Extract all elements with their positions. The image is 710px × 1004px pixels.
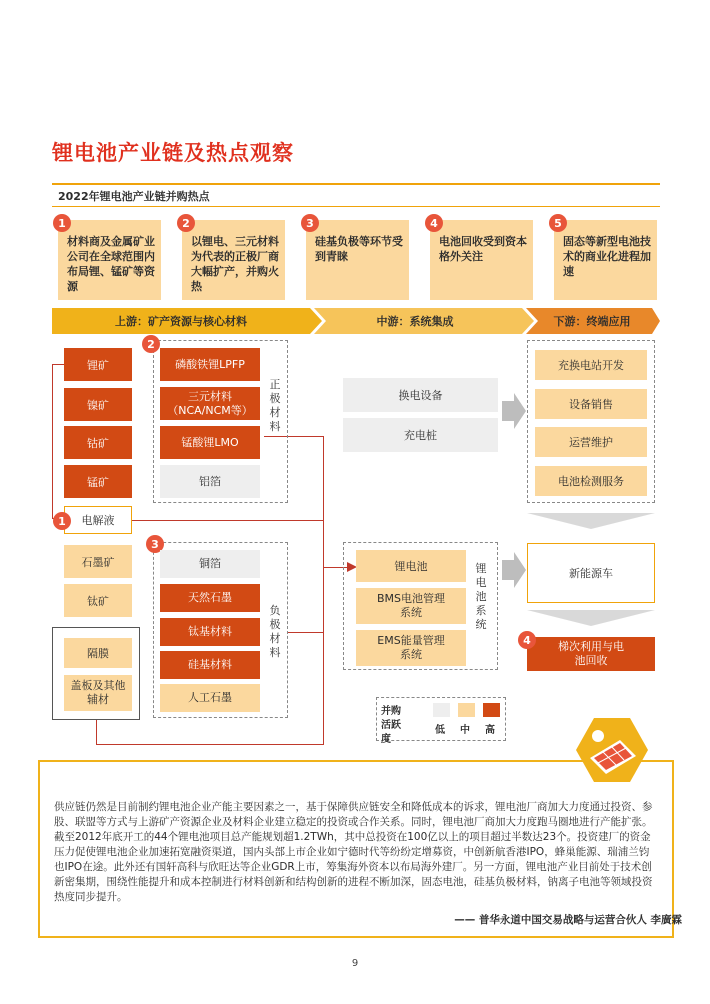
number-badge: 3 xyxy=(146,535,164,553)
banner-upstream: 上游：矿产资源与核心材料 xyxy=(115,315,247,328)
hotspot-card-1 xyxy=(58,220,161,300)
arrow-right-icon xyxy=(502,393,526,429)
arrow-down-icon xyxy=(527,513,655,529)
banner-midstream: 中游：系统集成 xyxy=(376,315,454,328)
connector-line xyxy=(288,632,324,633)
hotspot-card-5 xyxy=(554,220,657,300)
number-badge: 1 xyxy=(53,214,71,232)
cathode-ternary: 三元材料（NCA/NCM等） xyxy=(160,387,260,420)
number-badge: 4 xyxy=(425,214,443,232)
legend-low: 低 xyxy=(435,725,445,736)
legend-swatch-mid xyxy=(458,703,475,717)
legend-swatch-low xyxy=(433,703,450,717)
number-badge: 3 xyxy=(301,214,319,232)
cathode-lfp: 磷酸铁锂LPFP xyxy=(160,348,260,381)
app-recycling: 梯次利用与电池回收 xyxy=(527,637,655,671)
connector-line xyxy=(52,364,64,365)
arrow-down-icon xyxy=(527,610,655,626)
cathode-label: 正极材料 xyxy=(269,378,281,433)
hotspot-text: 电池回收受到资本格外关注 xyxy=(439,235,527,263)
banner-downstream: 下游：终端应用 xyxy=(553,315,631,328)
anode-titanium: 钛基材料 xyxy=(160,618,260,646)
hotspot-card-4 xyxy=(430,220,533,300)
anode-label: 负极材料 xyxy=(269,604,281,659)
mid-swap-equipment: 换电设备 xyxy=(343,378,498,412)
mid-bms: BMS电池管理系统 xyxy=(356,588,466,624)
number-badge: 1 xyxy=(53,512,71,530)
ore-titanium: 钛矿 xyxy=(64,584,132,617)
number-badge: 2 xyxy=(142,335,160,353)
hotspot-text: 材料商及金属矿业公司在全球范围内布局锂、锰矿等资源 xyxy=(67,235,155,293)
ore-cobalt: 钴矿 xyxy=(64,426,132,459)
electrolyte-box: 电解液 xyxy=(64,506,132,534)
connector-line xyxy=(323,632,324,745)
connector-line xyxy=(96,720,97,744)
mid-lithium-battery: 锂电池 xyxy=(356,550,466,582)
hotspot-card-2 xyxy=(182,220,285,300)
ore-lithium: 锂矿 xyxy=(64,348,132,381)
legend-high: 高 xyxy=(485,725,495,736)
hotspot-card-3 xyxy=(306,220,409,300)
aux-cover-plate: 盖板及其他辅材 xyxy=(64,675,132,711)
app-swap-station: 充换电站开发 xyxy=(535,350,647,380)
quote-text: 供应链仍然是目前制约锂电池企业产能主要因素之一，基于保障供应链安全和降低成本的诉求，锂电池厂商加大力度通过投资、参股、联盟等方式与上游矿产资源企业及材料企业建立稳定的投资或合作关系。同时，锂电池厂商加大力度跑马圈地进行产能扩张。截至2012年底开工的44个锂电池项目总产能规划超1.2TWh，其中总投资在100亿以上的项目超过半数达23个。投资建厂的资金压力促使锂电池企业加速拓宽融资渠道，国内头部上市企业如宁德时代等纷纷定增募资，中创新航香港IPO，蜂巢能源、瑞浦兰钧也IPO在途。此外还有国轩高科与欣旺达等企业GDR上市，筹集海外资本以布局海外建厂。另一方面，锂电池产业目前处于技术创新密集期，围绕性能提升和成本控制进行材料创新和结构创新的进程不断加深，固态电池，硅基负极材料，钠离子电池等领域投资热度同步提升。 xyxy=(54,801,653,903)
ore-manganese: 锰矿 xyxy=(64,465,132,498)
app-new-energy-vehicle: 新能源车 xyxy=(527,543,655,603)
anode-silicon: 硅基材料 xyxy=(160,651,260,679)
battery-system-label: 锂电池系统 xyxy=(475,562,487,631)
solar-panel-icon xyxy=(576,718,648,782)
legend-swatch-high xyxy=(483,703,500,717)
quote-author: —— 普华永道中国交易战略与运营合伙人 李廣霖 xyxy=(454,914,682,926)
connector-line xyxy=(52,364,53,519)
page-number: 9 xyxy=(351,958,359,969)
divider xyxy=(52,183,660,185)
section-subtitle: 2022年锂电池产业链并购热点 xyxy=(58,190,210,203)
divider xyxy=(52,206,660,207)
anode-copper-foil: 铜箔 xyxy=(160,550,260,578)
app-battery-testing: 电池检测服务 xyxy=(535,466,647,496)
anode-artificial-graphite: 人工石墨 xyxy=(160,684,260,712)
legend-mid: 中 xyxy=(460,725,470,736)
hotspot-text: 以锂电、三元材料为代表的正极厂商大幅扩产，并购火热 xyxy=(191,235,279,293)
cathode-lmo: 锰酸锂LMO xyxy=(160,426,260,459)
aux-separator: 隔膜 xyxy=(64,638,132,668)
number-badge: 5 xyxy=(549,214,567,232)
ore-graphite: 石墨矿 xyxy=(64,545,132,578)
number-badge: 4 xyxy=(518,631,536,649)
arrow-right-icon xyxy=(502,552,526,588)
hotspot-text: 固态等新型电池技术的商业化进程加速 xyxy=(563,235,651,278)
cathode-aluminum-foil: 铝箔 xyxy=(160,465,260,498)
connector-line xyxy=(130,520,323,521)
hotspot-text: 硅基负极等环节受到青睐 xyxy=(315,235,403,263)
app-equipment-sales: 设备销售 xyxy=(535,389,647,419)
connector-line xyxy=(96,744,324,745)
ore-nickel: 镍矿 xyxy=(64,388,132,421)
app-operations: 运营维护 xyxy=(535,427,647,457)
mid-charging-pile: 充电桩 xyxy=(343,418,498,452)
anode-natural-graphite: 天然石墨 xyxy=(160,584,260,612)
legend-title: 并购活跃度 xyxy=(381,706,401,745)
mid-ems: EMS能量管理系统 xyxy=(356,630,466,666)
number-badge: 2 xyxy=(177,214,195,232)
connector-line xyxy=(323,436,324,632)
page-title: 锂电池产业链及热点观察 xyxy=(52,141,294,165)
